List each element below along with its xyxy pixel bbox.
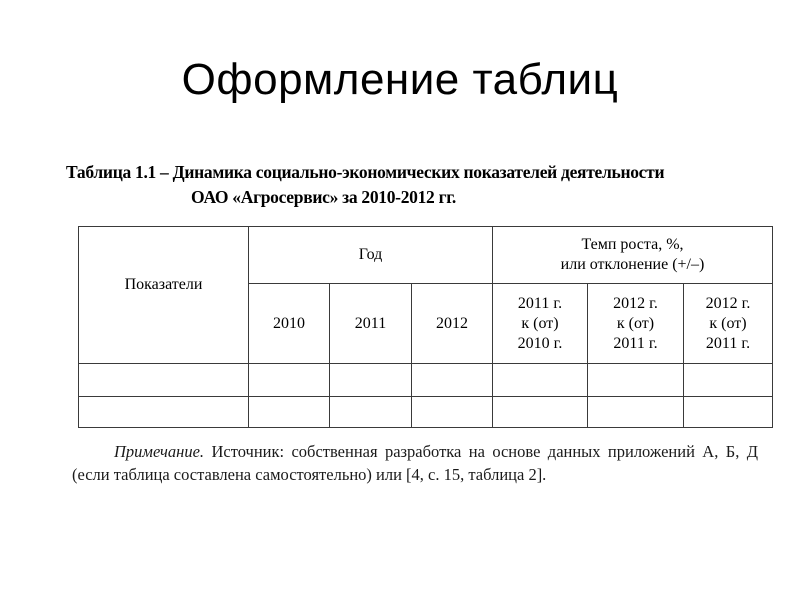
header-growth-col-1: 2011 г. к (от) 2010 г. [493, 284, 588, 364]
table-cell [684, 397, 773, 428]
header-growth-col-3: 2012 г. к (от) 2011 г. [684, 284, 773, 364]
header-indicators: Показатели [79, 227, 249, 364]
header-year-2012: 2012 [412, 284, 493, 364]
caption-line-1: Таблица 1.1 – Динамика социально-экономических показателей деятельности [66, 162, 665, 182]
table-cell [684, 364, 773, 397]
caption-line-2: ОАО «Агросервис» за 2010-2012 гг. [191, 187, 456, 207]
note-text: Источник: собственная разработка на основе данных приложений А, Б, Д (если таблица составлена самостоятельно) или [4, с. 15, таблица 2]. [72, 442, 758, 484]
table-cell [588, 397, 684, 428]
table-cell [412, 364, 493, 397]
table-cell [249, 364, 330, 397]
table-row [79, 397, 773, 428]
header-year-group: Год [249, 227, 493, 284]
header-year-2010: 2010 [249, 284, 330, 364]
header-row-1 [79, 227, 773, 284]
table-cell [79, 364, 249, 397]
table-cell [412, 397, 493, 428]
slide-title: Оформление таблиц [181, 55, 619, 104]
header-year-2011: 2011 [330, 284, 412, 364]
table-cell [249, 397, 330, 428]
table-cell [330, 364, 412, 397]
table-caption [66, 160, 786, 210]
table-cell [330, 397, 412, 428]
indicators-table [78, 226, 773, 428]
table-cell [79, 397, 249, 428]
header-growth-col-2: 2012 г. к (от) 2011 г. [588, 284, 684, 364]
table-cell [493, 364, 588, 397]
note-label: Примечание. [114, 442, 205, 461]
table-cell [493, 397, 588, 428]
header-growth-group: Темп роста, %, или отклонение (+/–) [493, 227, 773, 284]
table-cell [588, 364, 684, 397]
table-note [72, 441, 758, 486]
table-row [79, 364, 773, 397]
